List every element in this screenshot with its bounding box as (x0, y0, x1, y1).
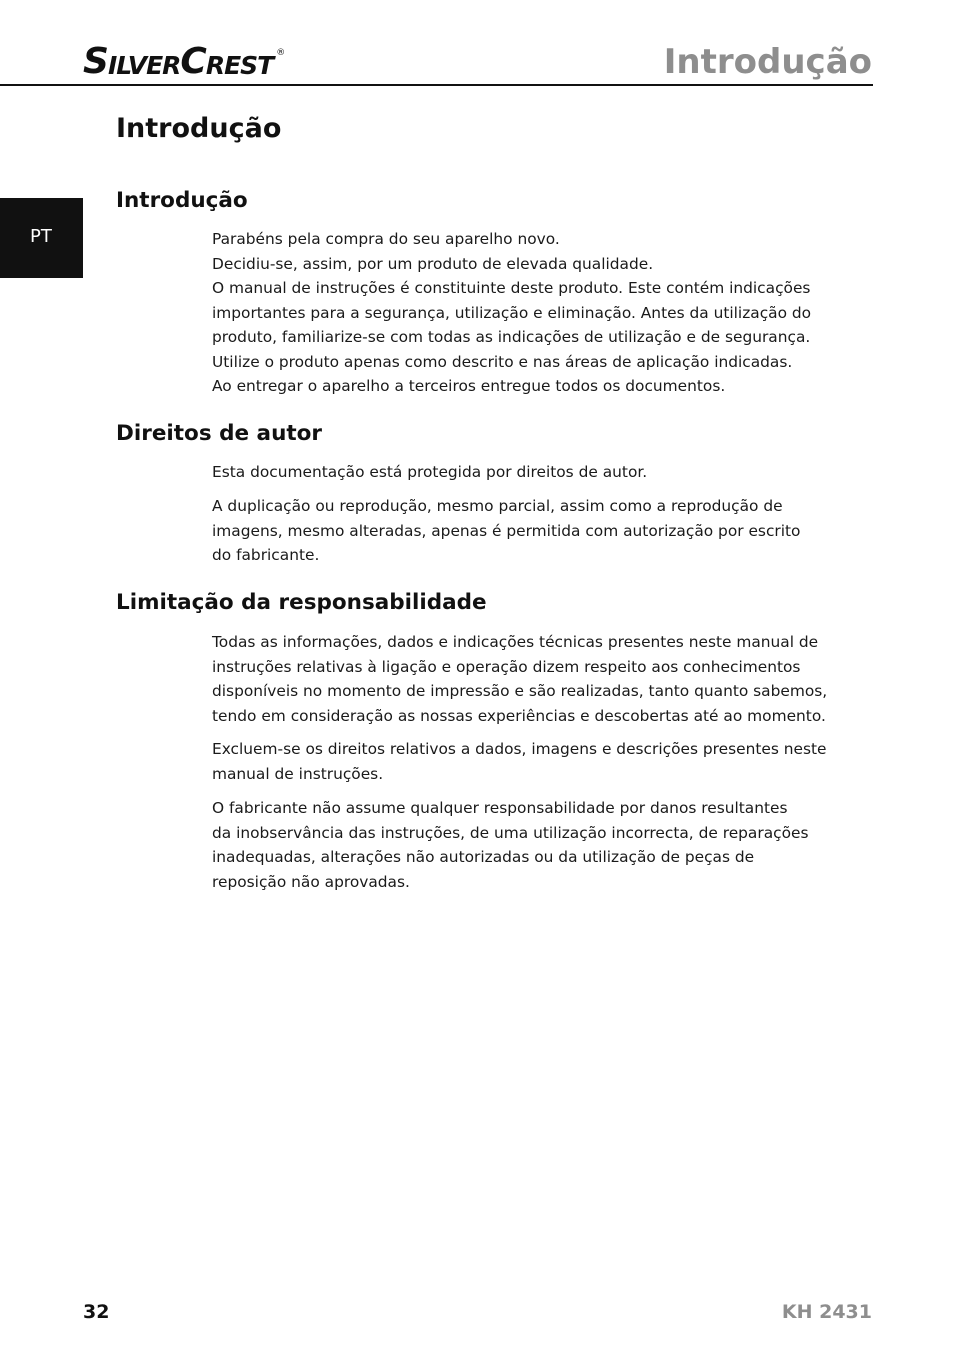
section-paragraph: Excluem-se os direitos relativos a dados, imagens e descrições presentes neste manual de instruções. (212, 740, 827, 783)
section-paragraph: Parabéns pela compra do seu aparelho novo. Decidiu-se, assim, por um produto de elevada qualidade. O manual de instruções é constituinte deste produto. Este contém indicações importantes para a segurança, utilização e eliminação. Antes da utilização do produto, familiarize-se com todas as indicações de utilização e de segurança. Utilize o produto apenas como descrito e nas áreas de aplicação indicadas. Ao entregar o aparelho a terceiros entregue todos os documentos. (212, 230, 812, 395)
section-paragraph: Esta documentação está protegida por direitos de autor. (212, 463, 648, 481)
header-divider (0, 84, 873, 86)
language-tab-label: PT (30, 226, 52, 247)
page-number: 32 (83, 1301, 110, 1323)
header-title: Introdução (663, 42, 872, 82)
language-tab (0, 198, 83, 278)
section-heading-limitacao-da-responsabilidade: Limitação da responsabilidade (116, 590, 487, 615)
model-number: KH 2431 (781, 1301, 872, 1323)
section-paragraph: O fabricante não assume qualquer responsabilidade por danos resultantes da inobservância das instruções, de uma utilização incorrecta, de reparações inadequadas, alterações não autorizadas ou da utilização de peças de reposição não aprovadas. (212, 799, 809, 891)
section-paragraph: Todas as informações, dados e indicações técnicas presentes neste manual de instruções relativas à ligação e operação dizem respeito aos conhecimentos disponíveis no momento de impressão e são realizadas, tanto quanto sabemos, tendo em consideração as nossas experiências e descobertas até ao momento. (212, 633, 828, 725)
section-heading-direitos-de-autor: Direitos de autor (116, 421, 323, 446)
section-paragraph: A duplicação ou reprodução, mesmo parcial, assim como a reprodução de imagens, mesmo alteradas, apenas é permitida com autorização por escrito do fabricante. (212, 497, 801, 564)
page-heading: Introdução (116, 113, 282, 144)
silvercrest-logo: S ILVER C REST ® (83, 41, 285, 82)
section-heading-introducao: Introdução (116, 188, 248, 213)
